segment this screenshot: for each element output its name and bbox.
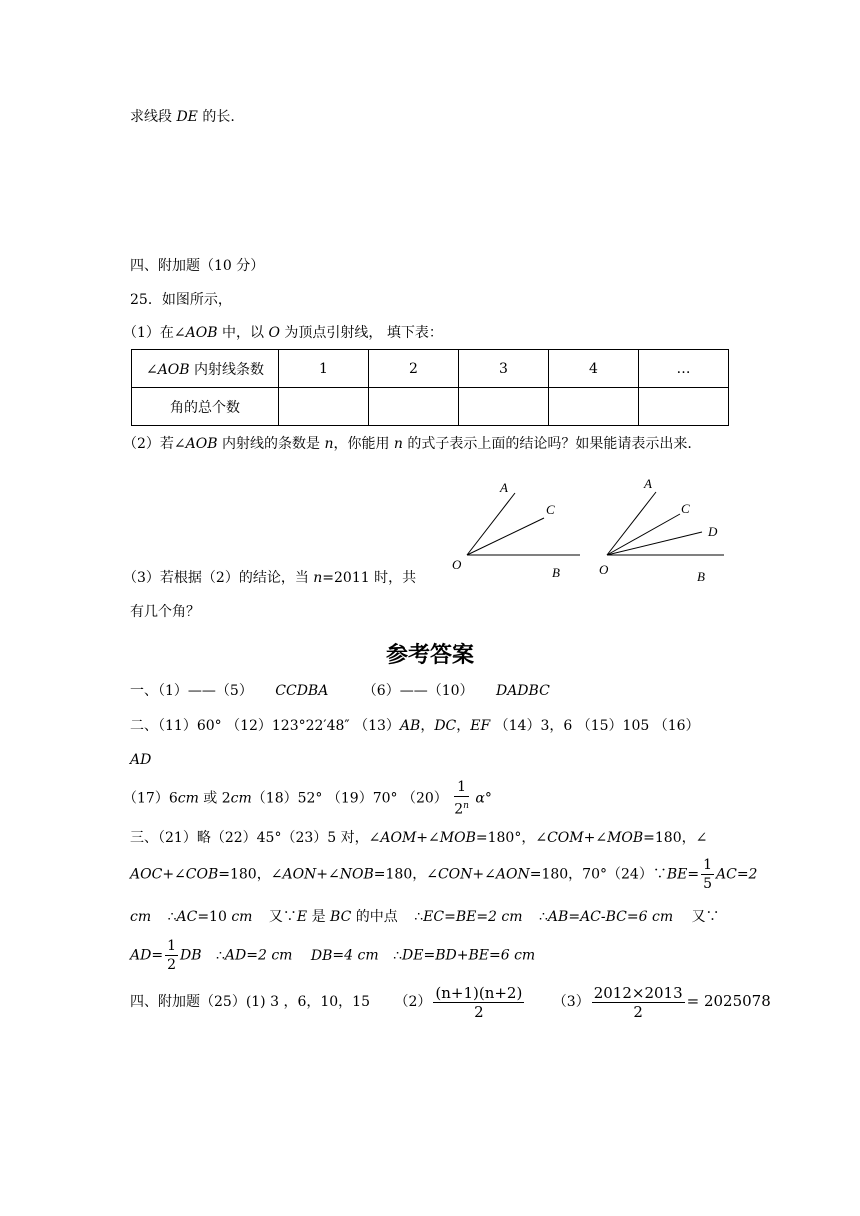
text: ， bbox=[420, 718, 435, 734]
var: n bbox=[313, 570, 323, 586]
text: AC bbox=[580, 909, 601, 925]
section-4-title: 四、附加题（10 分） bbox=[130, 258, 265, 274]
text: =180，∠ bbox=[218, 866, 283, 883]
text: cm bbox=[271, 947, 293, 964]
text: =180°，∠ bbox=[475, 830, 548, 846]
table-cell bbox=[279, 388, 369, 426]
text: 内射线条数 bbox=[189, 361, 265, 378]
label-B: B bbox=[697, 569, 705, 584]
text: =10 bbox=[197, 909, 232, 925]
text: ∴ bbox=[414, 909, 424, 925]
text: +∠ bbox=[583, 830, 608, 846]
text: AOM bbox=[380, 830, 417, 846]
text: cm bbox=[357, 947, 379, 964]
denominator: 2 bbox=[167, 957, 176, 973]
label-C: C bbox=[681, 501, 690, 516]
text: 为顶点引射线， 填下表： bbox=[279, 325, 443, 341]
question-25-part-1 bbox=[123, 323, 443, 343]
text: ，你能用 bbox=[333, 436, 394, 452]
text: 的式子表示上面的结论吗？如果能请表示出来. bbox=[402, 436, 692, 452]
fraction bbox=[454, 778, 469, 819]
text: AC bbox=[716, 866, 737, 883]
text: α° bbox=[475, 790, 492, 807]
text: =180，∠ bbox=[373, 866, 438, 883]
text: = bbox=[423, 947, 436, 964]
angle-figures bbox=[440, 470, 740, 590]
denominator: 2 bbox=[474, 1002, 484, 1021]
answer-line-6 bbox=[130, 856, 757, 893]
text: cm bbox=[177, 790, 199, 807]
text: COM bbox=[547, 830, 584, 846]
rays-table bbox=[131, 349, 729, 426]
text: 四、附加题（25）(1) 3 ，6，10，15 bbox=[130, 994, 370, 1010]
text: 中，以 bbox=[217, 325, 269, 341]
ray-OA bbox=[607, 492, 656, 555]
answers-title: 参考答案 bbox=[385, 643, 474, 668]
text: ∴ bbox=[215, 947, 225, 964]
table-cell: 3 bbox=[459, 350, 549, 388]
text: DE bbox=[402, 947, 424, 964]
answer-line-2 bbox=[130, 716, 700, 736]
text: MOB bbox=[607, 830, 644, 846]
text: = 2025078 bbox=[686, 992, 771, 1010]
text: E bbox=[296, 909, 308, 925]
text: MOB bbox=[439, 830, 476, 846]
text: 三、（21）略（22）45°（23）5 对，∠ bbox=[130, 830, 381, 846]
var: n bbox=[393, 436, 403, 452]
text: =180，∠ bbox=[643, 830, 708, 846]
text: AD bbox=[130, 947, 152, 964]
var: AOB bbox=[185, 325, 218, 341]
table-row bbox=[132, 350, 729, 388]
text: = bbox=[151, 947, 164, 964]
text: AD bbox=[224, 947, 247, 964]
var: O bbox=[268, 325, 280, 341]
text: 的长. bbox=[197, 109, 235, 125]
numerator: (n+1)(n+2) bbox=[435, 983, 523, 1002]
text: cm bbox=[130, 909, 152, 925]
question-25-head: 25．如图所示， bbox=[130, 292, 232, 308]
text: （14）3，6 （15）105 （16） bbox=[490, 718, 700, 734]
text: =6 bbox=[626, 909, 652, 925]
question-25-part-3-cont: 有几个角？ bbox=[130, 604, 200, 620]
text: cm bbox=[231, 909, 253, 925]
var: DE bbox=[176, 109, 198, 125]
label-B: B bbox=[552, 565, 560, 580]
answer-line-5 bbox=[130, 828, 707, 848]
text: =2 bbox=[736, 866, 758, 883]
text: cm bbox=[501, 909, 523, 925]
text: =2 bbox=[246, 947, 272, 964]
text: 一、（1）——（5） bbox=[130, 683, 253, 699]
text: BC bbox=[605, 909, 627, 925]
text: =180，70°（24）∵ bbox=[529, 866, 667, 883]
answer-line-4 bbox=[123, 778, 492, 819]
text: +∠ bbox=[316, 866, 340, 883]
question-24-tail bbox=[130, 107, 235, 127]
text: - bbox=[600, 909, 606, 925]
text: = bbox=[687, 866, 700, 883]
table-cell: 4 bbox=[549, 350, 639, 388]
text: （3） bbox=[552, 994, 590, 1010]
text: BC bbox=[330, 909, 352, 925]
fraction bbox=[165, 937, 178, 974]
figure-right bbox=[599, 476, 724, 584]
var: n bbox=[324, 436, 334, 452]
text: 求线段 bbox=[130, 109, 177, 125]
denominator bbox=[454, 797, 469, 819]
var: AOB bbox=[185, 436, 218, 452]
question-25-part-2 bbox=[123, 434, 692, 454]
answer-line-3: AD bbox=[130, 752, 152, 768]
ray-OC bbox=[607, 514, 680, 555]
table-cell: 2 bbox=[369, 350, 459, 388]
label-O: O bbox=[599, 562, 609, 577]
denominator: 5 bbox=[703, 876, 712, 892]
text: DC bbox=[434, 718, 457, 734]
label-O: O bbox=[452, 557, 462, 572]
text: 是 bbox=[307, 909, 331, 925]
text: = bbox=[568, 909, 581, 925]
fraction bbox=[701, 856, 714, 893]
text: =4 bbox=[332, 947, 358, 964]
text: cm bbox=[514, 947, 536, 964]
text: ， bbox=[456, 718, 471, 734]
text: AB bbox=[399, 718, 421, 734]
text: ∴ bbox=[167, 909, 177, 925]
text: DADBC bbox=[495, 683, 550, 699]
text: DB bbox=[310, 947, 333, 964]
text: （18）52° （19）70° （20） bbox=[251, 790, 448, 807]
answer-line-1 bbox=[130, 681, 550, 701]
text: 或 2 bbox=[198, 790, 231, 807]
text: BE bbox=[666, 866, 688, 883]
table-row bbox=[132, 388, 729, 426]
table-cell-header bbox=[132, 350, 279, 388]
text: +∠ bbox=[472, 866, 496, 883]
text: ∴ bbox=[539, 909, 548, 925]
ray-OA bbox=[467, 493, 515, 555]
text: AON bbox=[495, 866, 530, 883]
ray-OC bbox=[467, 518, 544, 555]
text: AC bbox=[176, 909, 198, 925]
label-C: C bbox=[546, 502, 555, 517]
text: （6）——（10） bbox=[362, 683, 474, 699]
text: cm bbox=[230, 790, 252, 807]
text: 二、（11）60° （12）123°22′48″ （13） bbox=[130, 718, 400, 734]
denominator: 2 bbox=[633, 1002, 643, 1021]
text: BD bbox=[435, 947, 457, 964]
text: =2011 时，共 bbox=[322, 570, 417, 586]
text: BE bbox=[455, 909, 477, 925]
table-cell-header: 角的总个数 bbox=[132, 388, 279, 426]
table-cell bbox=[639, 388, 729, 426]
question-25-part-3 bbox=[123, 568, 416, 588]
text: EC bbox=[423, 909, 445, 925]
text: （3）若根据（2）的结论，当 bbox=[123, 570, 314, 586]
ray-OD bbox=[607, 532, 702, 555]
text: （2）若∠ bbox=[123, 436, 186, 452]
text: = bbox=[444, 909, 456, 925]
table-cell bbox=[549, 388, 639, 426]
label-A: A bbox=[644, 476, 652, 491]
label-A: A bbox=[500, 480, 508, 495]
numerator: 1 bbox=[703, 857, 712, 873]
table-cell: … bbox=[639, 350, 729, 388]
answer-line-9 bbox=[130, 981, 771, 1022]
table-cell: 1 bbox=[279, 350, 369, 388]
text: （17）6 bbox=[123, 790, 178, 807]
text: AB bbox=[547, 909, 569, 925]
text: + bbox=[456, 947, 469, 964]
text: 又∵ bbox=[268, 909, 297, 925]
numerator: 1 bbox=[454, 778, 469, 797]
fraction bbox=[433, 984, 524, 1021]
text: CON bbox=[437, 866, 473, 883]
table-cell bbox=[369, 388, 459, 426]
table-cell bbox=[459, 388, 549, 426]
text: COB bbox=[185, 866, 219, 883]
text: ∴ bbox=[393, 947, 403, 964]
text: AON bbox=[282, 866, 317, 883]
text: 2 bbox=[454, 801, 464, 818]
var: AOB bbox=[157, 361, 190, 378]
text: （1）在∠ bbox=[123, 325, 186, 341]
answer-line-8 bbox=[130, 937, 535, 974]
numerator: 1 bbox=[167, 938, 176, 954]
figure-left bbox=[452, 480, 580, 580]
text: NOB bbox=[339, 866, 374, 883]
label-D: D bbox=[708, 524, 718, 539]
text: =2 bbox=[476, 909, 502, 925]
text: AOC bbox=[130, 866, 163, 883]
text: （2） bbox=[394, 994, 432, 1010]
text: CCDBA bbox=[275, 683, 329, 699]
text: ∠ bbox=[145, 361, 158, 378]
answer-line-7 bbox=[130, 907, 720, 927]
text: +∠ bbox=[162, 866, 186, 883]
text: cm bbox=[651, 909, 674, 925]
text: +∠ bbox=[416, 830, 440, 846]
numerator: 2012×2013 bbox=[593, 983, 683, 1002]
text: 的中点 bbox=[351, 909, 398, 925]
text: 又∵ bbox=[691, 909, 720, 925]
text: EF bbox=[470, 718, 491, 734]
text: =6 bbox=[488, 947, 515, 964]
text: BE bbox=[468, 947, 489, 964]
text: DB bbox=[180, 947, 202, 964]
fraction bbox=[592, 984, 685, 1021]
exponent: n bbox=[463, 801, 469, 811]
text: 内射线的条数是 bbox=[217, 436, 325, 452]
